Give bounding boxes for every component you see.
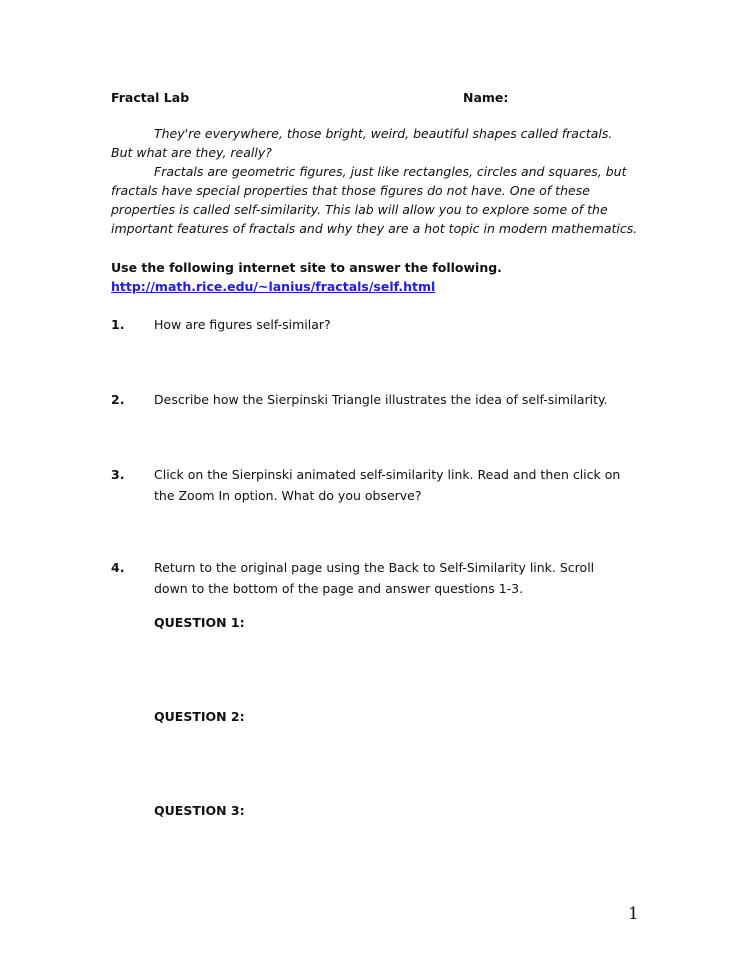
- subquestion-heading: QUESTION 1:: [154, 615, 245, 630]
- site-link[interactable]: http://math.rice.edu/~lanius/fractals/self.html: [111, 279, 436, 294]
- intro-line: They're everywhere, those bright, weird, beautiful shapes called fractals.: [154, 126, 613, 141]
- intro-line: fractals have special properties that those figures do not have. One of these: [111, 183, 590, 198]
- subquestion-heading: QUESTION 3:: [154, 803, 245, 818]
- question-number: 1.: [111, 317, 125, 332]
- question-text: Describe how the Sierpinski Triangle illustrates the idea of self-similarity.: [154, 392, 608, 407]
- page-number: 1: [628, 904, 639, 924]
- question-text: How are figures self-similar?: [154, 317, 331, 332]
- name-label: Name:: [463, 90, 509, 105]
- page-title: Fractal Lab: [111, 90, 190, 105]
- question-number: 2.: [111, 392, 125, 407]
- question-number: 4.: [111, 560, 125, 575]
- question-text: Click on the Sierpinski animated self-similarity link. Read and then click on the Zoom In option. What do you observe?: [154, 467, 621, 503]
- question-text: Return to the original page using the Back to Self-Similarity link. Scroll down to the bottom of the page and answer questions 1-3.: [154, 560, 595, 596]
- intro-line: But what are they, really?: [111, 145, 272, 160]
- intro-line: properties is called self-similarity. This lab will allow you to explore some of the: [111, 202, 608, 217]
- intro-line: Fractals are geometric figures, just like rectangles, circles and squares, but: [154, 164, 627, 179]
- instructions-text: Use the following internet site to answer the following.: [111, 260, 502, 275]
- question-number: 3.: [111, 467, 125, 482]
- intro-line: important features of fractals and why they are a hot topic in modern mathematics.: [111, 221, 638, 236]
- subquestion-heading: QUESTION 2:: [154, 709, 245, 724]
